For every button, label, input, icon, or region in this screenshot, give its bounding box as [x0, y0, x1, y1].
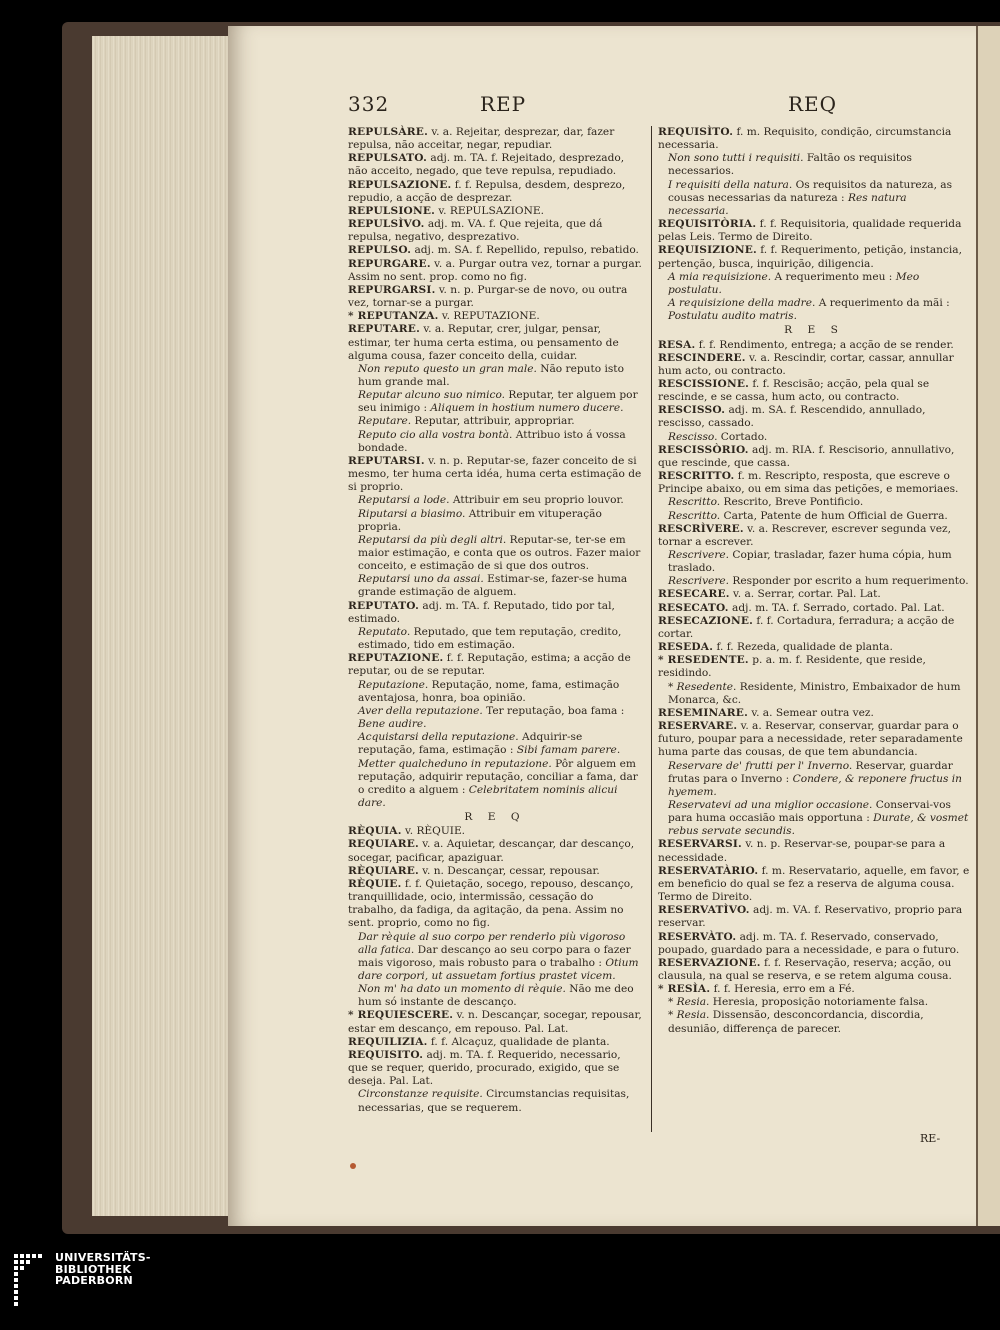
dictionary-entry: REPUTARSI. v. n. p. Reputar-se, fazer conceito de si mesmo, ter huma certa idéa, huma certa estimação de si proprio. [348, 454, 642, 494]
entry-headword: REQUISIZIONE. [658, 244, 757, 257]
entry-headword: RÈQUIE. [348, 877, 402, 890]
entry-headword: RESCRÌVERE. [658, 522, 744, 535]
italian-phrase: Rescritto. [668, 509, 721, 522]
dictionary-entry: RÈQUIA. v. RÈQUIE. [348, 825, 466, 838]
dictionary-entry: REPULSÌVO. adj. m. VA. f. Que rejeita, que dá repulsa, negativo, desprezativo. [348, 218, 603, 244]
entry-headword: RESCISSO. [658, 404, 726, 417]
entry-headword: REQUISÌTO. [658, 126, 734, 138]
dictionary-entry: RESERVATÌVO. adj. m. VA. f. Reservativo, proprio para reservar. [658, 904, 963, 930]
entry-headword: REPUTAZIONE. [348, 652, 444, 665]
italian-phrase: Non reputo questo un gran male. [358, 362, 537, 375]
italian-phrase: Reputar alcuno suo nimico. [358, 389, 506, 402]
italian-phrase: Reputarsi da più degli altri. [358, 533, 507, 546]
entry-example: I requisiti della natura. Os requisitos da natureza, as cousas necessarias da natureza : Res natura necessaria. [668, 178, 953, 217]
entry-example: Rescisso. Cortado. [668, 430, 768, 443]
italian-phrase: A mia requisizione. [668, 270, 772, 283]
italian-phrase: Dar rèquie al suo corpo per renderlo più vigoroso alla fatica. [358, 930, 626, 956]
italian-phrase: Reputo cio alla vostra bontà. [358, 428, 513, 441]
entry-headword: RESERVAZIONE. [658, 956, 761, 969]
entry-headword: * RESEDENTE. [658, 654, 749, 667]
entry-example: Aver della reputazione. Ter reputação, boa fama : Bene audire. [358, 704, 625, 731]
library-logo-icon [12, 1252, 52, 1312]
entry-headword: REPULSATO. [348, 152, 428, 165]
italian-phrase: Reputarsi uno da assai. [358, 573, 484, 586]
entry-example: Non reputo questo un gran male. Não reputo isto hum grande mal. [358, 362, 624, 388]
entry-example: Reputarsi a lode. Attribuir em seu proprio louvor. [358, 494, 624, 507]
page-number: 332 [348, 92, 390, 116]
entry-headword: RESERVÀTO. [658, 930, 737, 943]
entry-headword: * REPUTANZA. [348, 310, 439, 323]
entry-example: Non m' ha dato un momento di rèquie. Não me deo hum só instante de descanço. [358, 983, 634, 1009]
dictionary-entry: REPUTATO. adj. m. TA. f. Reputado, tido por tal, estimado. [348, 599, 615, 625]
dictionary-entry: REQUISÌTO. f. m. Requisito, condição, circumstancia necessaria. [658, 126, 952, 152]
italian-phrase: Rescisso. [668, 430, 718, 443]
section-letter-heading: R E Q [464, 811, 526, 824]
section-letter-heading: R E S [784, 324, 844, 337]
entry-example: Reservatevi ad una miglior occasione. Conservai-vos para huma occasião mais opportuna : Durate, & vosmet rebus servate secundis. [668, 798, 969, 838]
entry-headword: RESEDA. [658, 641, 714, 654]
dictionary-entry: RÈQUIARE. v. n. Descançar, cessar, repousar. [348, 864, 600, 877]
entry-example: Reputarsi uno da assai. Estimar-se, fazer-se huma grande estimação de alguem. [358, 573, 628, 599]
dictionary-entry: RESCRITTO. f. m. Rescripto, resposta, que escreve o Principe abaixo, ou em sima das petições, e memoriaes. [658, 470, 959, 496]
italian-phrase: A requisizione della madre. [668, 297, 816, 310]
entry-headword: RESCISSÒRIO. [658, 443, 749, 456]
catchword: RE- [920, 1132, 941, 1145]
entry-example: A mia requisizione. A requerimento meu : Meo postulatu. [668, 270, 920, 296]
dictionary-entry: RESECATO. adj. m. TA. f. Serrado, cortado. Pal. Lat. [658, 601, 945, 614]
entry-headword: * RESÌA. [658, 983, 711, 996]
entry-headword: RÈQUIARE. [348, 864, 419, 877]
column-rule [651, 126, 652, 1132]
entry-headword: REPULSÀRE. [348, 126, 428, 138]
dictionary-entry: REQUISITO. adj. m. TA. f. Requerido, necessario, que se requer, querido, procurado, exigido, que se deseja. Pal. Lat. [348, 1048, 621, 1088]
latin-phrase: Durate, & vosmet rebus servate secundis. [668, 812, 969, 838]
entry-example: Reputato. Reputado, que tem reputação, credito, estimado, tido em estimação. [358, 625, 622, 652]
left-running-head: REP [480, 92, 527, 116]
dictionary-entry: * RESEDENTE. p. a. m. f. Residente, que reside, residindo. [658, 654, 926, 680]
entry-headword: RESA. [658, 338, 696, 351]
dictionary-entry: REQUIARE. v. a. Aquietar, descançar, dar descanço, socegar, pacificar, apaziguar. [348, 838, 635, 864]
dictionary-entry: RESCISSO. adj. m. SA. f. Rescendido, annullado, rescisso, cassado. [658, 404, 926, 430]
entry-headword: REQUILIZIA. [348, 1035, 428, 1048]
italian-phrase: Non sono tutti i requisiti. [668, 152, 804, 165]
dictionary-entry: REPUTARE. v. a. Reputar, crer, julgar, pensar, estimar, ter huma certa estima, ou pensamento de alguma cousa, fazer conceito della, cuidar. [348, 323, 619, 362]
entry-example: Dar rèquie al suo corpo per renderlo più vigoroso alla fatica. Dar descanço ao seu corpo para o fazer mais vigoroso, mais robusto para o trabalho : Otium dare corpori, ut assuetam fortius prastet vicem. [358, 930, 639, 982]
entry-example: Metter qualcheduno in reputazione. Pôr alguem em reputação, adquirir reputação, conciliar a fama, dar o credito a alguem : Celebritatem nominis alicui dare. [358, 757, 638, 809]
entry-headword: RESECATO. [658, 601, 729, 614]
dictionary-entry: REQUISIZIONE. f. f. Requerimento, petição, instancia, pertenção, busca, inquirição, diligencia. [658, 244, 962, 270]
entry-headword: REPULSÌVO. [348, 218, 425, 231]
dictionary-entry: REPURGARSI. v. n. p. Purgar-se de novo, ou outra vez, tornar-se a purgar. [348, 283, 628, 310]
entry-example: * Resedente. Residente, Ministro, Embaixador de hum Monarca, &c. [668, 680, 961, 706]
entry-headword: REPURGARSI. [348, 283, 436, 296]
entry-example: Riputarsi a biasimo. Attribuir em vituperação propria. [358, 507, 602, 533]
italian-phrase: * Resia. [668, 996, 710, 1009]
dictionary-entry: REPULSIONE. v. REPULSAZIONE. [348, 204, 544, 217]
ink-stain [350, 1163, 356, 1169]
entry-headword: * REQUIESCERE. [348, 1009, 454, 1022]
right-running-head: REQ [788, 92, 838, 116]
dictionary-entry: RESCISSIONE. f. f. Rescisão; acção, pela qual se rescinde, e se cassa, hum acto, ou contracto. [658, 377, 930, 404]
logo-line-1: UNIVERSITÄTS- [55, 1251, 151, 1264]
logo-line-2: BIBLIOTHEK [55, 1262, 132, 1276]
italian-phrase: Reputazione. [358, 678, 429, 691]
latin-phrase: Res natura necessaria. [668, 191, 907, 217]
dictionary-entry: * REPUTANZA. v. REPUTAZIONE. [348, 310, 540, 323]
entry-example: Rescritto. Rescrito, Breve Pontificio. [668, 496, 864, 509]
entry-headword: RESEMINARE. [658, 706, 748, 719]
dictionary-entry: REPULSÀRE. v. a. Rejeitar, desprezar, dar, fazer repulsa, não acceitar, negar, repudiar. [348, 126, 615, 152]
entry-headword: REPULSIONE. [348, 204, 436, 217]
italian-phrase: Reservatevi ad una miglior occasione. [668, 798, 873, 811]
italian-phrase: Rescritto. [668, 496, 721, 509]
italian-phrase: Rescrivere. [668, 575, 730, 588]
entry-headword: RESERVARE. [658, 720, 738, 733]
entry-headword: REQUISITO. [348, 1048, 424, 1061]
italian-phrase: Reputarsi a lode. [358, 494, 450, 507]
dictionary-entry: RÈQUIE. f. f. Quietação, socego, repouso, descanço, tranquillidade, ocio, intermissão, cessação do trabalho, da fadiga, da agitação, da pena. Assim no sent. proprio, como no fig. [348, 877, 634, 930]
dictionary-entry: REPUTAZIONE. f. f. Reputação, estima; a acção de reputar, ou de se reputar. [348, 652, 631, 678]
italian-phrase: Metter qualcheduno in reputazione. [358, 757, 552, 770]
italian-phrase: Acquistarsi della reputazione. [358, 731, 519, 744]
entry-example: Reservare de' frutti per l' Inverno. Reservar, guardar frutas para o Inverno : Condere, & reponere fructus in hyemem. [668, 759, 962, 798]
entry-headword: RESCINDERE. [658, 351, 746, 364]
dictionary-entry: * RESÌA. f. f. Heresia, erro em a Fé. [658, 983, 855, 996]
entry-example: Rescrivere. Responder por escrito a hum requerimento. [668, 575, 969, 588]
dictionary-entry: REPURGARE. v. a. Purgar outra vez, tornar a purgar. Assim no sent. prop. como no fig. [348, 257, 642, 283]
dictionary-entry: REPULSATO. adj. m. TA. f. Rejeitado, desprezado, não acceito, negado, que teve repulsa, repudiado. [348, 152, 625, 178]
latin-phrase: Sibi famam parere. [516, 744, 621, 757]
dictionary-entry: * REQUIESCERE. v. n. Descançar, socegar, repousar, estar em descanço, em repouso. Pal. Lat. [348, 1009, 642, 1035]
entry-example: Rescritto. Carta, Patente de hum Official de Guerra. [668, 509, 948, 522]
dictionary-entry: RESERVARE. v. a. Reservar, conservar, guardar para o futuro, poupar para a necessidade, reter separadamente huma parte das cousas, de que tem abundancia. [658, 720, 963, 759]
latin-phrase: Condere, & reponere fructus in hyemem. [668, 772, 962, 798]
latin-phrase: Celebritatem nominis alicui dare. [358, 783, 618, 809]
entry-headword: REPUTATO. [348, 599, 420, 612]
entry-example: Circonstanze requisite. Circumstancias requisitas, necessarias, que se requerem. [358, 1088, 630, 1114]
entry-headword: RESCRITTO. [658, 470, 735, 483]
logo-line-3: PADERBORN [55, 1274, 133, 1287]
dictionary-entry: RESERVÀTO. adj. m. TA. f. Reservado, conservado, poupado, guardado para a necessidade, e para o futuro. [658, 930, 960, 956]
entry-example: * Resia. Dissensão, desconcordancia, discordia, desunião, differença de parecer. [668, 1009, 924, 1035]
entry-example: Reputazione. Reputação, nome, fama, estimação aventajosa, honra, boa opinião. [358, 678, 620, 704]
latin-phrase: Bene audire. [358, 718, 427, 731]
italian-phrase: Rescrivere. [668, 549, 730, 561]
dictionary-entry: RESCINDERE. v. a. Rescindir, cortar, cassar, annullar hum acto, ou contracto. [658, 351, 954, 377]
entry-headword: REQUIARE. [348, 838, 419, 851]
entry-headword: RESERVARSI. [658, 838, 742, 851]
italian-phrase: Circonstanze requisite. [358, 1088, 483, 1101]
entry-headword: REPULSAZIONE. [348, 178, 452, 191]
dictionary-entry: RESERVARSI. v. n. p. Reservar-se, poupar-se para a necessidade. [658, 838, 946, 864]
entry-headword: RESECAZIONE. [658, 614, 754, 627]
entry-headword: RÈQUIA. [348, 825, 402, 838]
italian-phrase: * Resedente. [668, 680, 737, 693]
entry-headword: REPURGARE. [348, 257, 431, 270]
library-logo [12, 1251, 151, 1312]
entry-headword: REPUTARSI. [348, 454, 425, 467]
left-column [348, 126, 642, 1115]
entry-headword: RESCISSIONE. [658, 377, 750, 390]
entry-headword: RESERVATÌVO. [658, 904, 750, 917]
entry-example: Non sono tutti i requisiti. Faltão os requisitos necessarios. [668, 152, 912, 178]
italian-phrase: Riputarsi a biasimo. [358, 507, 466, 520]
italian-phrase: Reputare. [358, 415, 412, 428]
entry-example: * Resia. Heresia, proposição notoriamente falsa. [668, 996, 929, 1009]
dictionary-entry: REPULSO. adj. m. SA. f. Repellido, repulso, rebatido. [348, 244, 639, 257]
entry-example: Reputar alcuno suo nimico. Reputar, ter alguem por seu inimigo : Aliquem in hostium numero ducere. [358, 389, 638, 415]
entry-headword: REQUISITÒRIA. [658, 218, 757, 231]
italian-phrase: Non m' ha dato un momento di rèquie. [358, 983, 566, 996]
right-column [658, 126, 970, 1036]
facing-page-edge [976, 26, 1000, 1226]
italian-phrase: Reservare de' frutti per l' Inverno. [668, 759, 853, 772]
entry-headword: RESECARE. [658, 588, 730, 601]
dictionary-entry: REQUISITÒRIA. f. f. Requisitoria, qualidade requerida pelas Leis. Termo de Direito. [658, 218, 962, 244]
dictionary-entry: RESCRÌVERE. v. a. Rescrever, escrever segunda vez, tornar a escrever. [658, 522, 951, 548]
entry-example: Acquistarsi della reputazione. Adquirir-se reputação, fama, estimação : Sibi famam parere. [358, 731, 621, 757]
entry-example: Reputarsi da più degli altri. Reputar-se, ter-se em maior estimação, e conta que os outros. Fazer maior conceito, e estimação de si que dos outros. [358, 533, 641, 573]
dictionary-entry: RESECAZIONE. f. f. Cortadura, ferradura; a acção de cortar. [658, 614, 955, 640]
dictionary-entry: RESEDA. f. f. Rezeda, qualidade de planta. [658, 641, 893, 654]
entry-example: Reputo cio alla vostra bontà. Attribuo isto á vossa bondade. [358, 428, 626, 454]
dictionary-entry: REQUILIZIA. f. f. Alcaçuz, qualidade de planta. [348, 1035, 610, 1048]
latin-phrase: Otium dare corpori, ut assuetam fortius prastet vicem. [358, 956, 639, 982]
italian-phrase: Aver della reputazione. [358, 704, 483, 717]
entry-example: Rescrivere. Copiar, trasladar, fazer huma cópia, hum traslado. [668, 549, 952, 575]
italian-phrase: I requisiti della natura. [668, 178, 793, 191]
entry-headword: REPULSO. [348, 244, 412, 257]
dictionary-entry: RESERVATÀRIO. f. m. Reservatario, aquelle, em favor, e em beneficio do qual se fez a reserva de alguma cousa. Termo de Direito. [658, 864, 970, 904]
entry-headword: REPUTARE. [348, 323, 420, 336]
latin-phrase: Meo postulatu. [668, 270, 920, 296]
dictionary-entry: RESCISSÒRIO. adj. m. RIA. f. Rescisorio, annullativo, que rescinde, que cassa. [658, 443, 955, 469]
page-edges [92, 36, 232, 1216]
entry-example: A requisizione della madre. A requerimento da mãi : Postulatu audito matris. [668, 297, 950, 323]
library-logo-text [55, 1252, 151, 1287]
latin-phrase: Postulatu audito matris. [668, 310, 797, 323]
dictionary-entry: RESERVAZIONE. f. f. Reservação, reserva; acção, ou clausula, na qual se reserva, e se retem alguma cousa. [658, 956, 952, 982]
dictionary-entry: RESA. f. f. Rendimento, entrega; a acção de se render. [658, 338, 954, 351]
dictionary-entry: RESECARE. v. a. Serrar, cortar. Pal. Lat. [658, 588, 881, 601]
dictionary-entry: RESEMINARE. v. a. Semear outra vez. [658, 706, 874, 719]
italian-phrase: * Resia. [668, 1009, 710, 1022]
entry-headword: RESERVATÀRIO. [658, 864, 759, 877]
dictionary-entry: REPULSAZIONE. f. f. Repulsa, desdem, desprezo, repudio, a acção de desprezar. [348, 178, 626, 204]
italian-phrase: Reputato. [358, 625, 411, 638]
entry-example: Reputare. Reputar, attribuir, appropriar. [358, 415, 575, 428]
latin-phrase: Aliquem in hostium numero ducere. [430, 402, 624, 415]
